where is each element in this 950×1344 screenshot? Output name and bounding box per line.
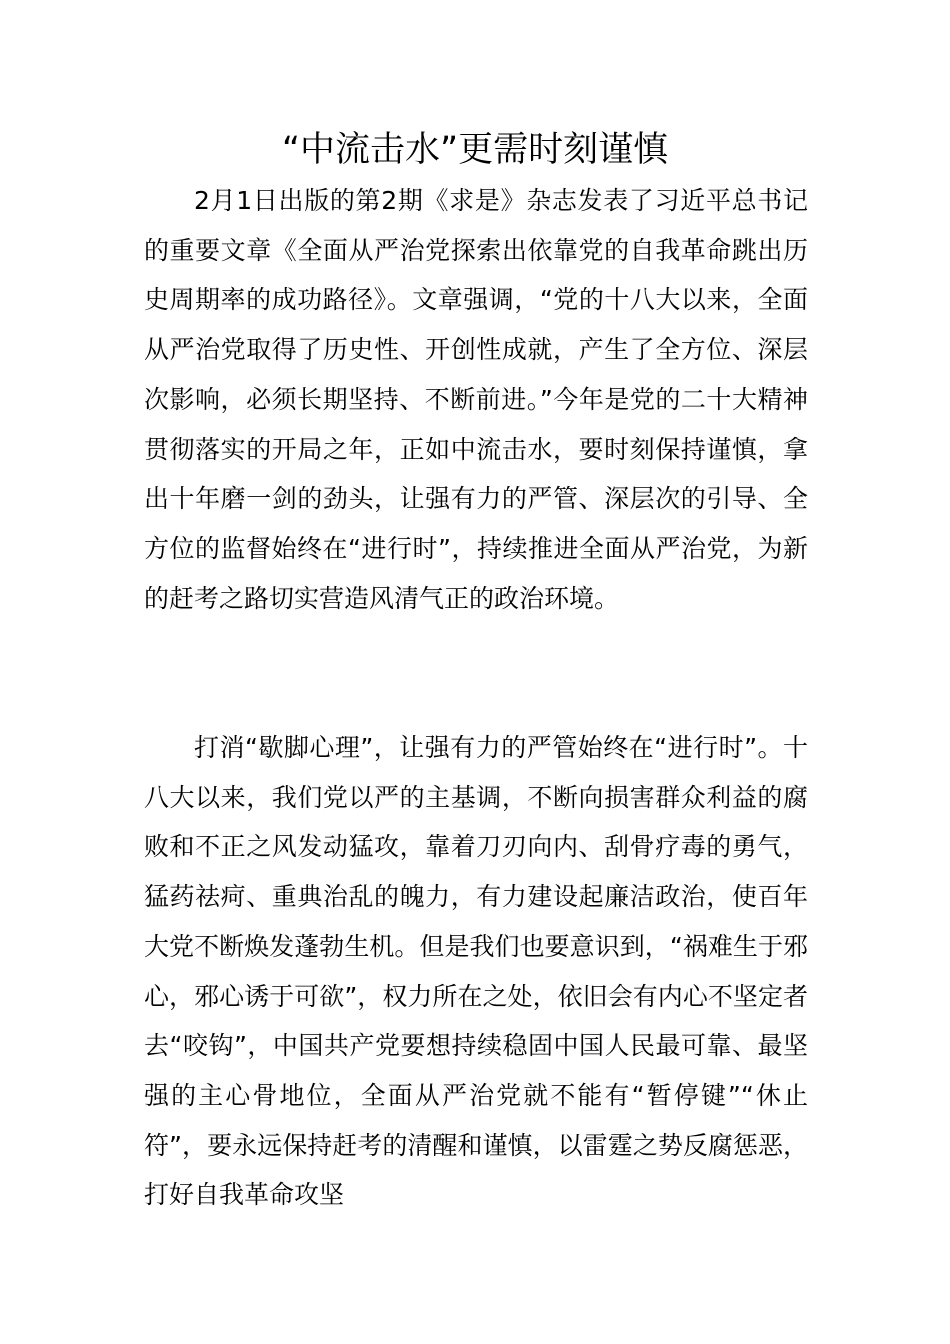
document-title: “中流击水”更需时刻谨慎 bbox=[281, 130, 669, 170]
paragraph-1: 2月1日出版的第2期《求是》杂志发表了习近平总书记的重要文章《全面从严治党探索出依靠党的自我革命跳出历史周期率的成功路径》。文章强调，“党的十八大以来，全面从严治党取得了历史性、开创性成就，产生了全方位、深层次影响，必须长期坚持、不断前进。”今年是党的二十大精神贯彻落实的开局之年，正如中流击水，要时刻保持谨慎，拿出十年磨一剑的劲头，让强有力的严管、深层次的引导、全方位的监督始终在“进行时”，持续推进全面从严治党，为新的赶考之路切实营造风清气正的政治环境。 bbox=[144, 186, 808, 613]
paragraph-2: 打消“歇脚心理”，让强有力的严管始终在“进行时”。十八大以来，我们党以严的主基调，不断向损害群众利益的腐败和不正之风发动猛攻，靠着刀刃向内、刮骨疗毒的勇气，猛药祛疴、重典治乱的魄力，有力建设起廉洁政治，使百年大党不断焕发蓬勃生机。但是我们也要意识到，“祸难生于邪心，邪心诱于可欲”，权力所在之处，依旧会有内心不坚定者去“咬钩”，中国共产党要想持续稳固中国人民最可靠、最坚强的主心骨地位，全面从严治党就不能有“暂停键”“休止符”，要永远保持赶考的清醒和谨慎，以雷霆之势反腐惩恶，打好自我革命攻坚 bbox=[144, 733, 808, 1210]
